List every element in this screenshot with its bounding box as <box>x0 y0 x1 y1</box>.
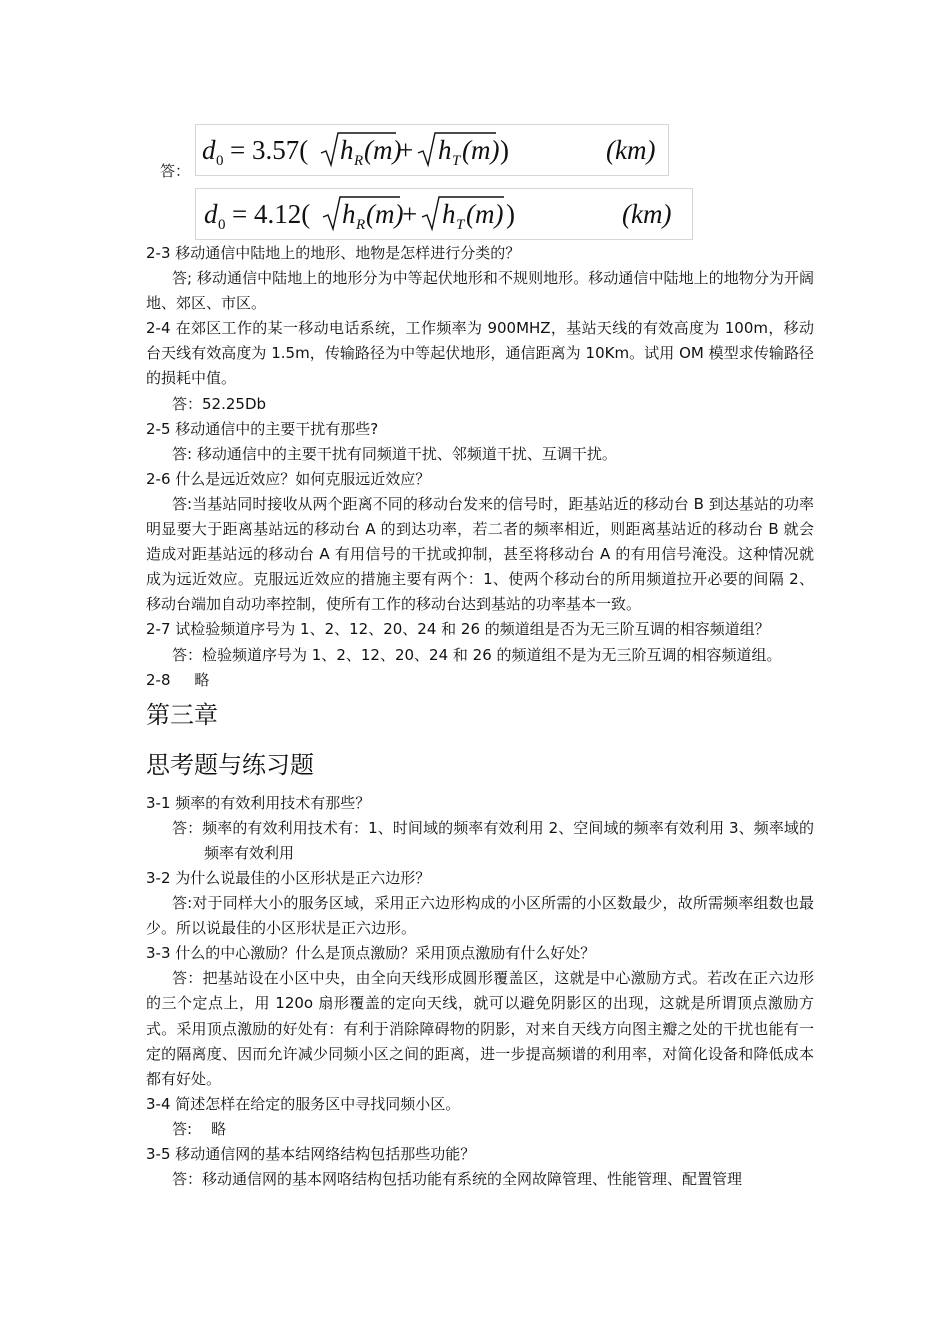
answer-3-5: 答：移动通信网的基本网咯结构包括功能有系统的全网故障管理、性能管理、配置管理 <box>172 1170 743 1189</box>
answer-2-4: 答：52.25Db <box>172 394 267 413</box>
answer-2-3: 答; 移动通信中陆地上的地形分为中等起伏地形和不规则地形。移动通信中陆地上的地物分为开阔地、郊区、市区。 <box>146 269 814 313</box>
formula-unit: (km) <box>606 135 656 165</box>
formula-2-svg <box>196 189 692 239</box>
question-3-1: 3-1 频率的有效利用技术有那些？ <box>146 793 371 812</box>
question-2-4: 2-4 在郊区工作的某一移动电话系统，工作频率为 900MHZ，基站天线的有效高度为 100m，移动台天线有效高度为 1.5m，传输路径为中等起伏地形，通信距离为 10Km。试用 OM 模型求传输路径的损耗中值。 <box>146 319 814 388</box>
formula-coef: = 3.57( <box>230 135 309 165</box>
question-2-3: 2-3 移动通信中陆地上的地形、地物是怎样进行分类的？ <box>146 244 521 262</box>
question-3-4: 3-4 简述怎样在给定的服务区中寻找同频小区。 <box>146 1094 461 1113</box>
answer-3-1: 答：频率的有效利用技术有：1、时间域的频率有效利用 2、空间域的频率有效利用 3、频率域的频率有效利用 <box>172 818 814 862</box>
formula-plus: + <box>398 135 414 165</box>
formula-m: (m) <box>366 199 404 229</box>
answer-2-6: 答:当基站同时接收从两个距离不同的移动台发来的信号时，距基站近的移动台 B 到达基站的功率明显要大于距离基站远的移动台 A 的到达功率，若二者的频率相近，则距离基站近的移动台 B 就会造成对距基站远的移动台 A 有用信号的干扰或抑制，甚至将移动台 A 的有用信号淹没。这种情况就成为远近效应。克服远近效应的措施主要有两个：1、使两个移动台的所用频道拉开必要的间隔 2、移动台端加自动功率控制，使所有工作的移动台达到基站的功率基本一致。 <box>146 494 814 614</box>
formula-h: h <box>438 135 452 165</box>
question-3-5: 3-5 移动通信网的基本结网络结构包括那些功能？ <box>146 1145 476 1163</box>
question-2-8: 2-8 略 <box>146 670 210 689</box>
section-title: 思考题与练习题 <box>146 750 314 779</box>
formula-sub: 0 <box>216 153 224 169</box>
answer-label: 答： <box>160 162 191 180</box>
question-3-3: 3-3 什么的中心激励？什么是顶点激励？采用顶点激励有什么好处？ <box>146 944 596 963</box>
formula-m: (m) <box>466 199 504 229</box>
formula-close: ) <box>506 199 515 229</box>
formula-h: h <box>442 199 456 229</box>
formula-sub-t: T <box>456 217 465 233</box>
answer-3-2: 答:对于同样大小的服务区域，采用正六边形构成的小区所需的小区数最少，故所需频率组数也最少。所以说最佳的小区形状是正六边形。 <box>146 894 814 938</box>
answer-3-3: 答：把基站设在小区中央，由全向天线形成圆形覆盖区，这就是中心激励方式。若改在正六边形的三个定点上，用 120o 扇形覆盖的定向天线，就可以避免阴影区的出现，这就是所谓顶点激励方式。采用顶点激励的好处有：有利于消除障碍物的阴影，对来自天线方向图主瓣之处的干扰也能有一定的隔离度、因而允许减少同频小区之间的距离，进一步提高频谱的利用率，对简化设备和降低成本都有好处。 <box>146 969 814 1088</box>
formula-h: h <box>342 199 356 229</box>
formula-plus: + <box>402 199 418 229</box>
question-3-2: 3-2 为什么说最佳的小区形状是正六边形？ <box>146 868 431 887</box>
formula-1-svg <box>196 125 668 175</box>
formula-sub-t: T <box>452 153 461 169</box>
formula-sub-r: R <box>354 153 364 169</box>
formula-unit: (km) <box>622 199 672 229</box>
question-2-6: 2-6 什么是远近效应？如何克服远近效应？ <box>146 469 431 488</box>
formula-coef: = 4.12( <box>232 199 311 229</box>
formula-m: (m) <box>364 135 402 165</box>
answer-2-7: 答：检验频道序号为 1、2、12、20、24 和 26 的频道组不是为无三阶互调的相容频道组。 <box>172 645 782 664</box>
formula-sub: 0 <box>218 217 226 233</box>
formula-lhs: d <box>204 199 218 229</box>
formula-m: (m) <box>462 135 500 165</box>
answer-2-5: 答: 移动通信中的主要干扰有同频道干扰、邻频道干扰、互调干扰。 <box>172 444 617 463</box>
question-2-5: 2-5 移动通信中的主要干扰有那些? <box>146 419 379 438</box>
formula-sub-r: R <box>356 217 366 233</box>
chapter-title: 第三章 <box>146 700 218 729</box>
formula-h: h <box>340 135 354 165</box>
formula-close: ) <box>500 135 509 165</box>
answer-3-4: 答: 略 <box>172 1119 227 1138</box>
formula-image-2 <box>195 188 693 240</box>
formula-image-1 <box>195 124 669 176</box>
formula-lhs: d <box>202 135 216 165</box>
document-body <box>146 241 814 1192</box>
question-2-7: 2-7 试检验频道序号为 1、2、12、20、24 和 26 的频道组是否为无三阶互调的相容频道组？ <box>146 620 770 639</box>
